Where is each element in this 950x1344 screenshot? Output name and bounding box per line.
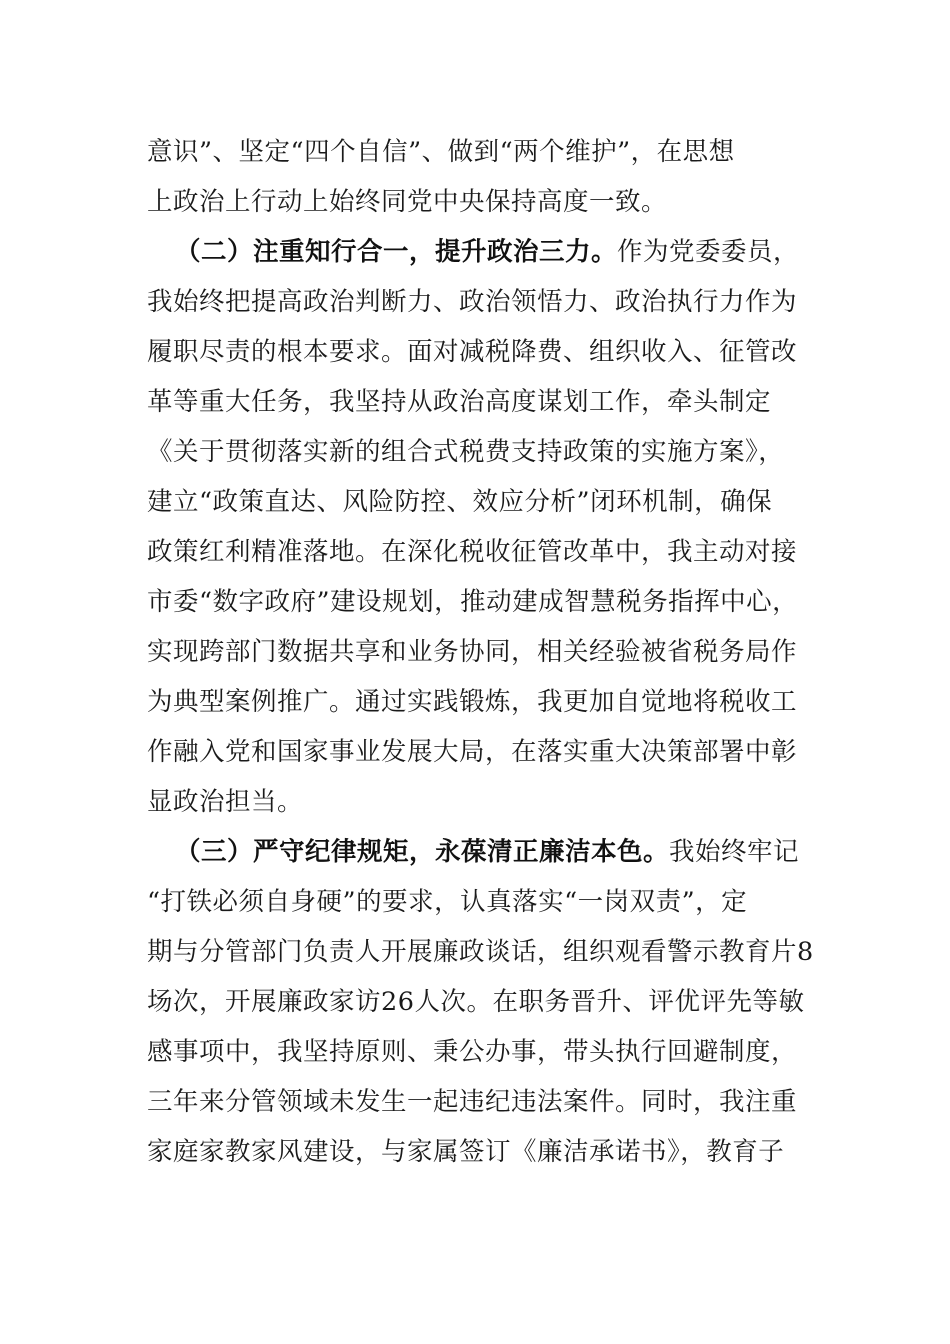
paragraph-3-line-4: 场次，开展廉政家访26人次。在职务晋升、评优评先等敏 (147, 987, 805, 1017)
paragraph-2-line-7: 政策红利精准落地。在深化税收征管改革中，我主动对接 (147, 537, 798, 567)
paragraph-1-line-1: 意识”、坚定“四个自信”、做到“两个维护”，在思想 (147, 137, 735, 167)
paragraph-2-line-9: 实现跨部门数据共享和业务协同，相关经验被省税务局作 (147, 637, 798, 667)
paragraph-3-line-6: 三年来分管领域未发生一起违纪违法案件。同时，我注重 (147, 1087, 798, 1117)
paragraph-2-line-8: 市委“数字政府”建设规划，推动建成智慧税务指挥中心， (147, 587, 799, 617)
paragraph-2-line-12: 显政治担当。 (147, 787, 304, 817)
paragraph-2-line-2: 我始终把提高政治判断力、政治领悟力、政治执行力作为 (147, 287, 798, 317)
paragraph-2-heading: （二）注重知行合一，提升政治三力。 (175, 237, 618, 267)
paragraph-3-line-2: “打铁必须自身硬”的要求，认真落实“一岗双责”，定 (147, 887, 748, 917)
paragraph-1-line-2: 上政治上行动上始终同党中央保持高度一致。 (147, 187, 668, 217)
paragraph-2-line-6: 建立“政策直达、风险防控、效应分析”闭环机制，确保 (147, 487, 773, 517)
paragraph-2-line-10: 为典型案例推广。通过实践锻炼，我更加自觉地将税收工 (147, 687, 798, 717)
paragraph-3-first-line (175, 836, 799, 868)
paragraph-2-line-5: 《关于贯彻落实新的组合式税费支持政策的实施方案》， (147, 437, 785, 467)
paragraph-2-line-1: 作为党委委员， (617, 237, 800, 267)
paragraph-3-line-7: 家庭家教家风建设，与家属签订《廉洁承诺书》，教育子 (147, 1137, 785, 1167)
paragraph-3-line-1: 我始终牢记 (669, 837, 800, 867)
paragraph-3-line-5: 感事项中，我坚持原则、秉公办事，带头执行回避制度， (147, 1037, 798, 1067)
paragraph-3-line-3: 期与分管部门负责人开展廉政谈话，组织观看警示教育片8 (147, 937, 814, 967)
paragraph-2-first-line (175, 236, 799, 268)
paragraph-3-heading: （三）严守纪律规矩，永葆清正廉洁本色。 (175, 837, 670, 867)
paragraph-2-line-11: 作融入党和国家事业发展大局，在落实重大决策部署中彰 (147, 737, 798, 767)
paragraph-2-line-3: 履职尽责的根本要求。面对减税降费、组织收入、征管改 (147, 337, 798, 367)
paragraph-2-line-4: 革等重大任务，我坚持从政治高度谋划工作，牵头制定 (147, 387, 772, 417)
